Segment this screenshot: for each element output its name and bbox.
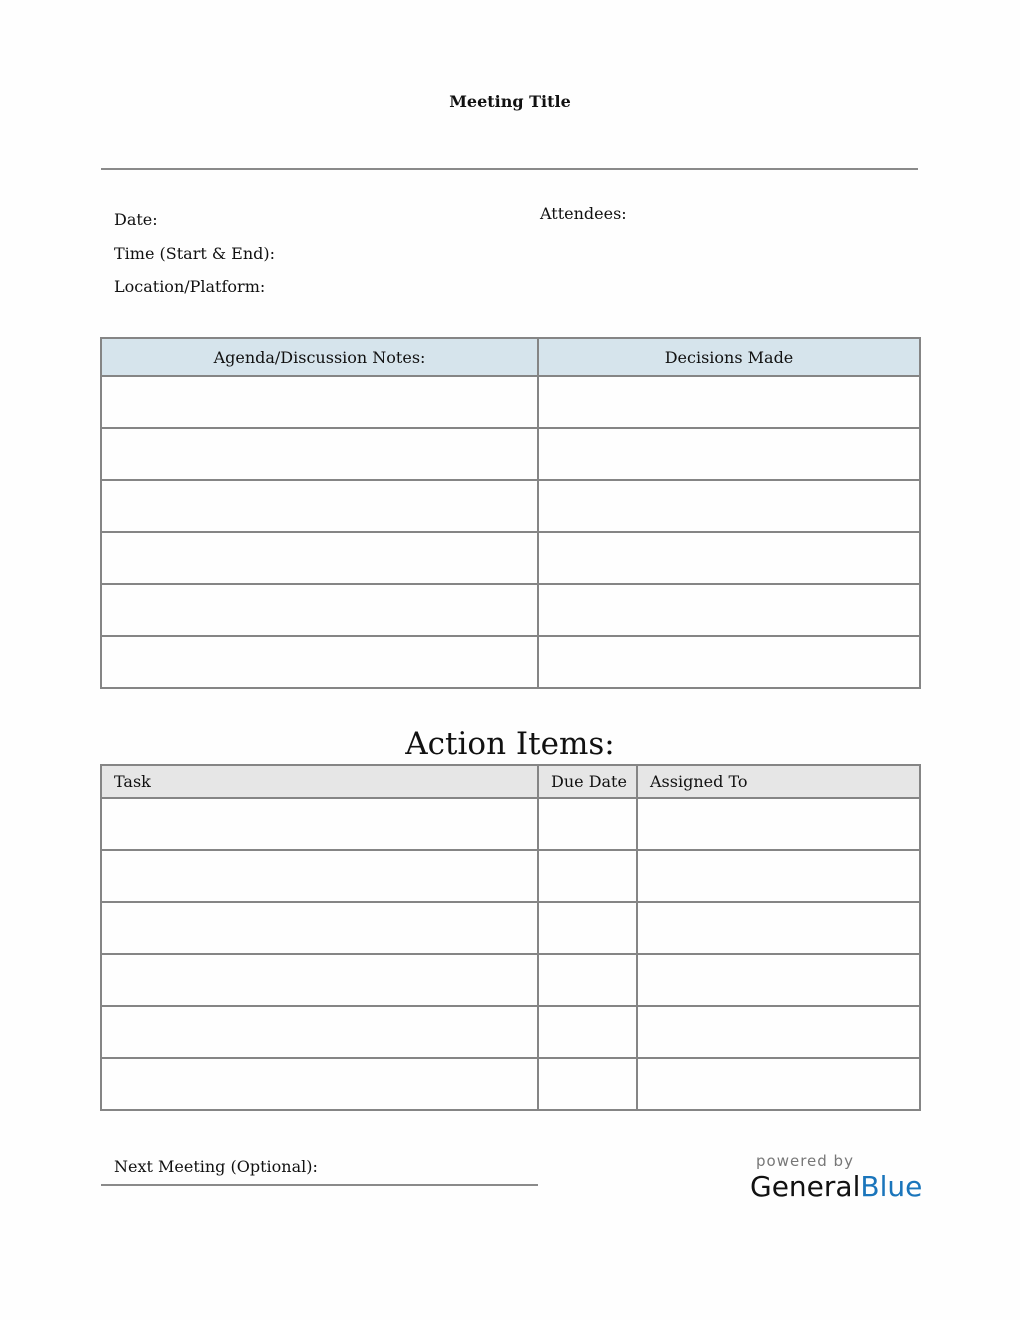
time-label: Time (Start & End): (114, 244, 276, 263)
task-cell[interactable] (101, 902, 538, 954)
table-row (101, 532, 920, 584)
due-date-header: Due Date (538, 765, 637, 798)
table-row (101, 850, 920, 902)
next-meeting-line (101, 1184, 538, 1186)
decision-cell[interactable] (538, 428, 920, 480)
agenda-cell[interactable] (101, 532, 538, 584)
assigned-to-cell[interactable] (637, 850, 920, 902)
next-meeting-label: Next Meeting (Optional): (114, 1157, 318, 1176)
action-items-title: Action Items: (405, 726, 615, 762)
due-date-cell[interactable] (538, 850, 637, 902)
meeting-title: Meeting Title (449, 92, 571, 111)
assigned-to-cell[interactable] (637, 1006, 920, 1058)
agenda-cell[interactable] (101, 636, 538, 688)
table-row (101, 1006, 920, 1058)
agenda-cell[interactable] (101, 480, 538, 532)
agenda-notes-header: Agenda/Discussion Notes: (101, 338, 538, 376)
powered-by-text: powered by (756, 1152, 854, 1170)
decisions-made-header: Decisions Made (538, 338, 920, 376)
agenda-header-row (101, 338, 920, 376)
table-row (101, 902, 920, 954)
table-row (101, 636, 920, 688)
action-items-table (100, 764, 921, 1111)
agenda-cell[interactable] (101, 428, 538, 480)
due-date-cell[interactable] (538, 1006, 637, 1058)
agenda-cell[interactable] (101, 376, 538, 428)
decision-cell[interactable] (538, 376, 920, 428)
assigned-to-header: Assigned To (637, 765, 920, 798)
task-cell[interactable] (101, 1006, 538, 1058)
decision-cell[interactable] (538, 584, 920, 636)
title-divider (101, 168, 918, 170)
table-row (101, 1058, 920, 1110)
decision-cell[interactable] (538, 636, 920, 688)
task-cell[interactable] (101, 1058, 538, 1110)
due-date-cell[interactable] (538, 798, 637, 850)
table-row (101, 954, 920, 1006)
due-date-cell[interactable] (538, 902, 637, 954)
assigned-to-cell[interactable] (637, 798, 920, 850)
table-row (101, 428, 920, 480)
table-row (101, 584, 920, 636)
agenda-cell[interactable] (101, 584, 538, 636)
task-cell[interactable] (101, 798, 538, 850)
assigned-to-cell[interactable] (637, 954, 920, 1006)
assigned-to-cell[interactable] (637, 1058, 920, 1110)
location-label: Location/Platform: (114, 277, 266, 296)
task-cell[interactable] (101, 850, 538, 902)
decision-cell[interactable] (538, 480, 920, 532)
decision-cell[interactable] (538, 532, 920, 584)
brand-blue: Blue (860, 1170, 923, 1203)
generalblue-logo (750, 1170, 922, 1203)
task-header: Task (101, 765, 538, 798)
date-label: Date: (114, 210, 158, 229)
due-date-cell[interactable] (538, 1058, 637, 1110)
table-row (101, 480, 920, 532)
assigned-to-cell[interactable] (637, 902, 920, 954)
table-row (101, 798, 920, 850)
task-cell[interactable] (101, 954, 538, 1006)
attendees-label: Attendees: (540, 204, 627, 223)
agenda-table (100, 337, 921, 689)
brand-general: General (750, 1170, 861, 1203)
table-row (101, 376, 920, 428)
due-date-cell[interactable] (538, 954, 637, 1006)
action-header-row (101, 765, 920, 798)
